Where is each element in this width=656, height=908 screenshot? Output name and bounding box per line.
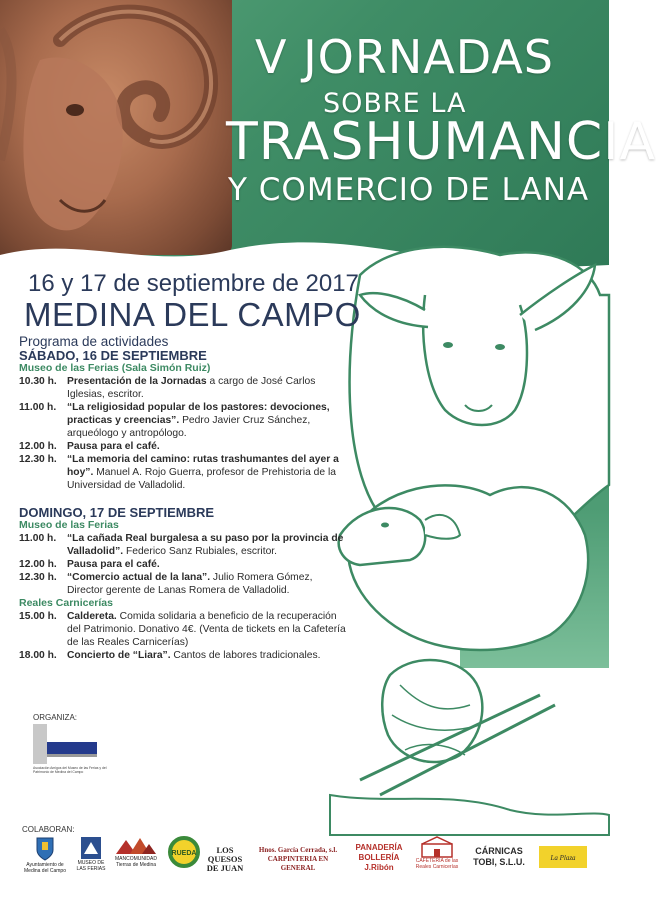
program bbox=[19, 335, 349, 662]
sponsor-logo bbox=[252, 846, 344, 908]
item-title: Caldereta. bbox=[67, 611, 117, 622]
title-line-1: V JORNADAS bbox=[255, 30, 554, 84]
sponsor-name: CÁRNICAS TOBI, S.L.U. bbox=[473, 846, 525, 867]
item-detail: a cargo de José Carlos Iglesias, escritor. bbox=[67, 376, 316, 400]
sponsor-logo bbox=[203, 846, 247, 908]
sponsor-name: MUSEO DE LAS FERIAS bbox=[76, 860, 106, 872]
saturday-heading: SÁBADO, 16 DE SEPTIEMBRE bbox=[19, 348, 207, 363]
item-time: 15.00 h. bbox=[19, 611, 57, 622]
program-item bbox=[19, 375, 349, 401]
sponsor-logo bbox=[470, 846, 528, 908]
item-title: Presentación de la Jornadas bbox=[67, 376, 207, 387]
event-city: MEDINA DEL CAMPO bbox=[24, 296, 361, 333]
item-title: “La cañada Real burgalesa a su paso por la provincia de Valladolid”. bbox=[67, 533, 344, 557]
program-heading: Programa de actividades bbox=[19, 334, 169, 349]
program-item bbox=[19, 440, 349, 453]
sheep-illustration bbox=[330, 235, 609, 835]
sponsor-name: LOS QUESOS DE JUAN bbox=[206, 845, 244, 873]
item-detail: Manuel A. Rojo Guerra, profesor de Prehistoria de la Universidad de Valladolid. bbox=[67, 467, 337, 491]
sponsor-logo bbox=[350, 843, 408, 905]
item-time: 18.00 h. bbox=[19, 650, 57, 661]
item-title: Pausa para el café. bbox=[67, 441, 160, 452]
program-item bbox=[19, 558, 349, 571]
organizer-logo bbox=[33, 724, 97, 768]
colaboran-label: COLABORAN: bbox=[22, 825, 75, 834]
program-item bbox=[19, 610, 349, 649]
item-detail: Cantos de labores tradicionales. bbox=[170, 650, 321, 661]
sponsor-name: CAFETERÍA de las Reales Carnicerías bbox=[415, 858, 459, 870]
sponsor-logo bbox=[20, 836, 70, 898]
program-item bbox=[19, 532, 349, 558]
sunday-heading: DOMINGO, 17 DE SEPTIEMBRE bbox=[19, 505, 215, 520]
item-detail: Julio Romera Gómez, Director gerente de Lanas Romera de Valladolid. bbox=[67, 572, 313, 596]
item-detail: Federico Sanz Rubiales, escritor. bbox=[123, 546, 278, 557]
sponsor-name: PANADERÍA BOLLERÍA J.Ribón bbox=[355, 843, 403, 872]
svg-text:RUEDA: RUEDA bbox=[171, 850, 197, 857]
item-time: 11.00 h. bbox=[19, 533, 57, 544]
rueda-seal-icon bbox=[168, 836, 200, 868]
sponsor-name: Hnos. García Cerrada, s.l. CARPINTERIA EN GENERAL bbox=[258, 846, 338, 872]
item-detail: Comida solidaria a beneficio de la recuperación del Patrimonio. Donativo 4€. (Venta de tickets en la Cafetería de las Reales Carnicerías) bbox=[67, 611, 346, 648]
item-detail: Pedro Javier Cruz Sánchez, arqueólogo y antropólogo. bbox=[67, 415, 311, 439]
sponsor-logo bbox=[166, 836, 202, 898]
item-time: 10.30 h. bbox=[19, 376, 57, 387]
cafeteria-building-icon bbox=[420, 836, 454, 858]
organiza-label: ORGANIZA: bbox=[33, 713, 78, 722]
title-line-2: SOBRE LA bbox=[323, 88, 467, 119]
sponsor-name: Ayuntamiento de Medina del Campo bbox=[24, 862, 66, 874]
item-title: Concierto de “Liara”. bbox=[67, 650, 171, 661]
event-date: 16 y 17 de septiembre de 2017 bbox=[28, 270, 359, 297]
coat-of-arms-icon bbox=[35, 836, 55, 862]
item-time: 12.00 h. bbox=[19, 559, 57, 570]
item-title: “Comercio actual de la lana”. bbox=[67, 572, 211, 583]
program-item bbox=[19, 649, 349, 662]
item-time: 12.00 h. bbox=[19, 441, 57, 452]
saturday-venue: Museo de las Ferias (Sala Simón Ruiz) bbox=[19, 362, 211, 374]
item-time: 12.30 h. bbox=[19, 572, 57, 583]
title-line-3: TRASHUMANCIA bbox=[226, 112, 656, 172]
sunday-venue-2: Reales Carnicerías bbox=[19, 597, 113, 609]
program-item bbox=[19, 401, 349, 440]
la-plaza-logo-icon bbox=[539, 846, 587, 868]
sponsor-logo bbox=[538, 846, 588, 908]
program-item bbox=[19, 571, 349, 597]
sunday-venue-1: Museo de las Ferias bbox=[19, 519, 119, 531]
sponsor-logo bbox=[412, 836, 462, 898]
item-time: 11.00 h. bbox=[19, 402, 57, 413]
item-title: “La religiosidad popular de los pastores: devociones, practicas y creencias”. bbox=[67, 402, 330, 426]
item-title: Pausa para el café. bbox=[67, 559, 160, 570]
sponsor-logo bbox=[110, 836, 162, 898]
organizer-caption: Asociación Amigos del Museo de las Ferias y del Patrimonio de Medina del Campo bbox=[33, 766, 107, 774]
item-title: “La memoria del camino: rutas trashumantes del ayer a hoy”. bbox=[67, 454, 339, 478]
museum-icon bbox=[80, 836, 102, 860]
sponsor-name: MANCOMUNIDAD Tierras de Medina bbox=[115, 856, 157, 868]
title-line-4: Y COMERCIO DE LANA bbox=[228, 172, 590, 208]
program-item bbox=[19, 453, 349, 492]
sponsor-name: La Plaza bbox=[550, 854, 576, 862]
sponsor-logo bbox=[75, 836, 107, 898]
mancomunidad-icon bbox=[116, 836, 156, 856]
item-time: 12.30 h. bbox=[19, 454, 57, 465]
